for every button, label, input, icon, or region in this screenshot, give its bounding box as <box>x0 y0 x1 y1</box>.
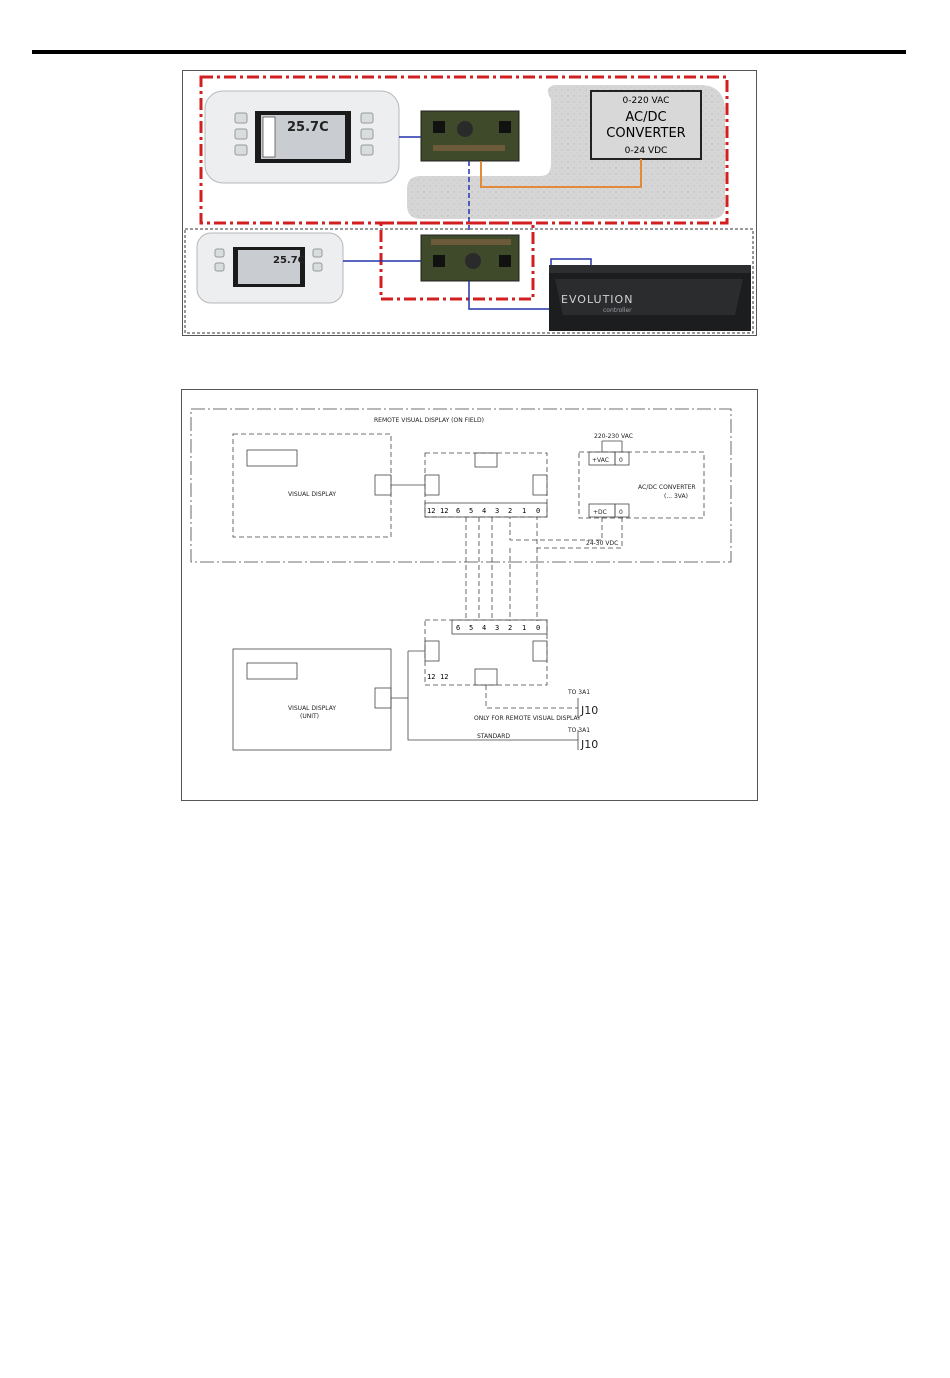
vac-terminal: +VAC <box>592 457 609 464</box>
upper-terminal-board <box>421 111 519 161</box>
svg-text:1: 1 <box>522 507 527 515</box>
photo-illustration <box>183 71 756 335</box>
dc-voltage: 24-30 VDC <box>586 540 619 547</box>
photo-panel <box>182 70 757 336</box>
unit-display-sublabel: (UNIT) <box>300 713 319 720</box>
remote-display-port <box>375 475 391 495</box>
svg-text:12: 12 <box>427 673 436 681</box>
dc-zero-terminal: 0 <box>619 509 623 516</box>
mains-voltage: 220-230 VAC <box>594 433 633 440</box>
connector-j10-1: J10 <box>581 704 599 717</box>
svg-text:25.7C: 25.7C <box>273 255 306 266</box>
converter-rating: (... 3VA) <box>664 493 688 500</box>
svg-text:12: 12 <box>440 673 449 681</box>
schematic-panel <box>181 389 758 801</box>
upper-terminal-labels <box>427 507 540 515</box>
svg-text:2: 2 <box>508 507 513 515</box>
lower-display-unit <box>197 233 343 303</box>
remote-display-screen <box>247 450 297 466</box>
remote-display-box <box>233 434 391 537</box>
to-label-1: TO 3A1 <box>568 689 591 696</box>
svg-text:AC/DC: AC/DC <box>625 110 667 125</box>
svg-text:12: 12 <box>440 507 449 515</box>
lower-terminal-board <box>421 235 519 281</box>
evolution-controller <box>549 265 751 331</box>
lower-terminal-labels <box>427 624 540 681</box>
svg-text:controller: controller <box>603 307 632 314</box>
svg-text:3: 3 <box>495 624 500 632</box>
svg-text:2: 2 <box>508 624 513 632</box>
svg-text:4: 4 <box>482 624 487 632</box>
svg-text:3: 3 <box>495 507 500 515</box>
svg-text:6: 6 <box>456 507 461 515</box>
svg-text:0-24 VDC: 0-24 VDC <box>624 146 668 156</box>
unit-display-box <box>233 649 391 750</box>
vac-zero-terminal: 0 <box>619 457 623 464</box>
dc-terminal: +DC <box>593 509 607 516</box>
wiring-schematic <box>182 390 757 800</box>
remote-group-title: REMOTE VISUAL DISPLAY (ON FIELD) <box>374 417 484 424</box>
upper-display-unit <box>205 91 399 183</box>
unit-display-screen <box>247 663 297 679</box>
to-label-2: TO 3A1 <box>568 727 591 734</box>
remote-display-label: VISUAL DISPLAY <box>288 491 337 498</box>
remote-only-label: ONLY FOR REMOTE VISUAL DISPLAY <box>474 715 581 722</box>
unit-display-label: VISUAL DISPLAY <box>288 705 337 712</box>
connector-j10-2: J10 <box>581 738 599 751</box>
svg-text:CONVERTER: CONVERTER <box>606 126 686 141</box>
converter-label: AC/DC CONVERTER <box>638 484 696 491</box>
standard-label: STANDARD <box>477 733 511 740</box>
svg-text:EVOLUTION: EVOLUTION <box>561 293 634 306</box>
top-rule <box>32 50 906 54</box>
svg-text:0: 0 <box>536 624 541 632</box>
svg-text:0-220 VAC: 0-220 VAC <box>622 96 670 106</box>
svg-text:4: 4 <box>482 507 487 515</box>
svg-text:6: 6 <box>456 624 461 632</box>
unit-display-port <box>375 688 391 708</box>
svg-text:12: 12 <box>427 507 436 515</box>
svg-text:25.7C: 25.7C <box>287 120 329 135</box>
svg-text:1: 1 <box>522 624 527 632</box>
svg-text:5: 5 <box>469 624 474 632</box>
svg-text:0: 0 <box>536 507 541 515</box>
svg-text:5: 5 <box>469 507 474 515</box>
converter-box <box>591 91 701 159</box>
